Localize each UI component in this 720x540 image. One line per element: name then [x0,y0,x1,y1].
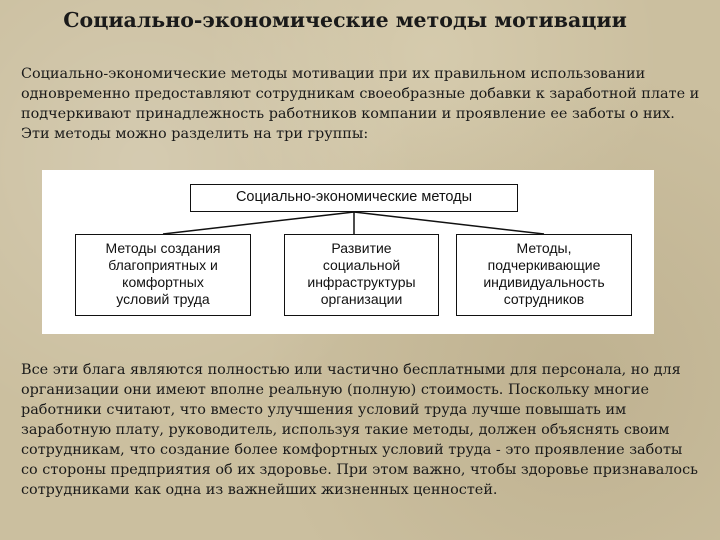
methods-diagram [42,170,654,334]
intro-paragraph: Социально-экономические методы мотивации при их правильном использовании одновременно предоставляют сотрудникам своеобразные добавки к заработной плате и подчеркивают принадлежность работников компании и проявление ее заботы о них. Эти методы можно разделить на три группы: [21,66,700,142]
group-1-line-3: комфортных [122,274,204,290]
slide-title: Социально-экономические методы мотивации [63,8,627,32]
group-1-line-4: условий труда [116,291,210,307]
diagram-group-box-1 [75,234,251,316]
group-2-line-3: инфраструктуры [307,274,416,290]
group-2-line-1: Развитие [331,240,392,256]
group-1-line-1: Методы создания [105,240,221,256]
group-2-line-2: социальной [322,257,401,273]
group-3-line-1: Методы, [516,240,572,256]
outro-paragraph: Все эти блага являются полностью или частично бесплатными для персонала, но для организации они имеют вполне реальную (полную) стоимость. Поскольку многие работники считают, что вместо улучшения условий труда лучше повышать им заработную плату, руководитель, используя такие методы, должен объяснять своим сотрудникам, что создание более комфортных условий труда - это проявление заботы со стороны предприятия об их здоровье. При этом важно, чтобы здоровье признавалось сотрудниками как одна из важнейших жизненных ценностей. [21,362,698,498]
group-3-line-3: индивидуальность [483,274,605,290]
connector-right [354,212,544,234]
connector-left [163,212,354,234]
diagram-group-box-3 [456,234,632,316]
group-2-line-4: организации [320,291,403,307]
diagram-root-box: Социально-экономические методы [190,184,518,212]
diagram-group-box-2 [284,234,439,316]
group-1-line-2: благоприятных и [108,257,218,273]
group-3-line-4: сотрудников [503,291,585,307]
group-3-line-2: подчеркивающие [487,257,601,273]
